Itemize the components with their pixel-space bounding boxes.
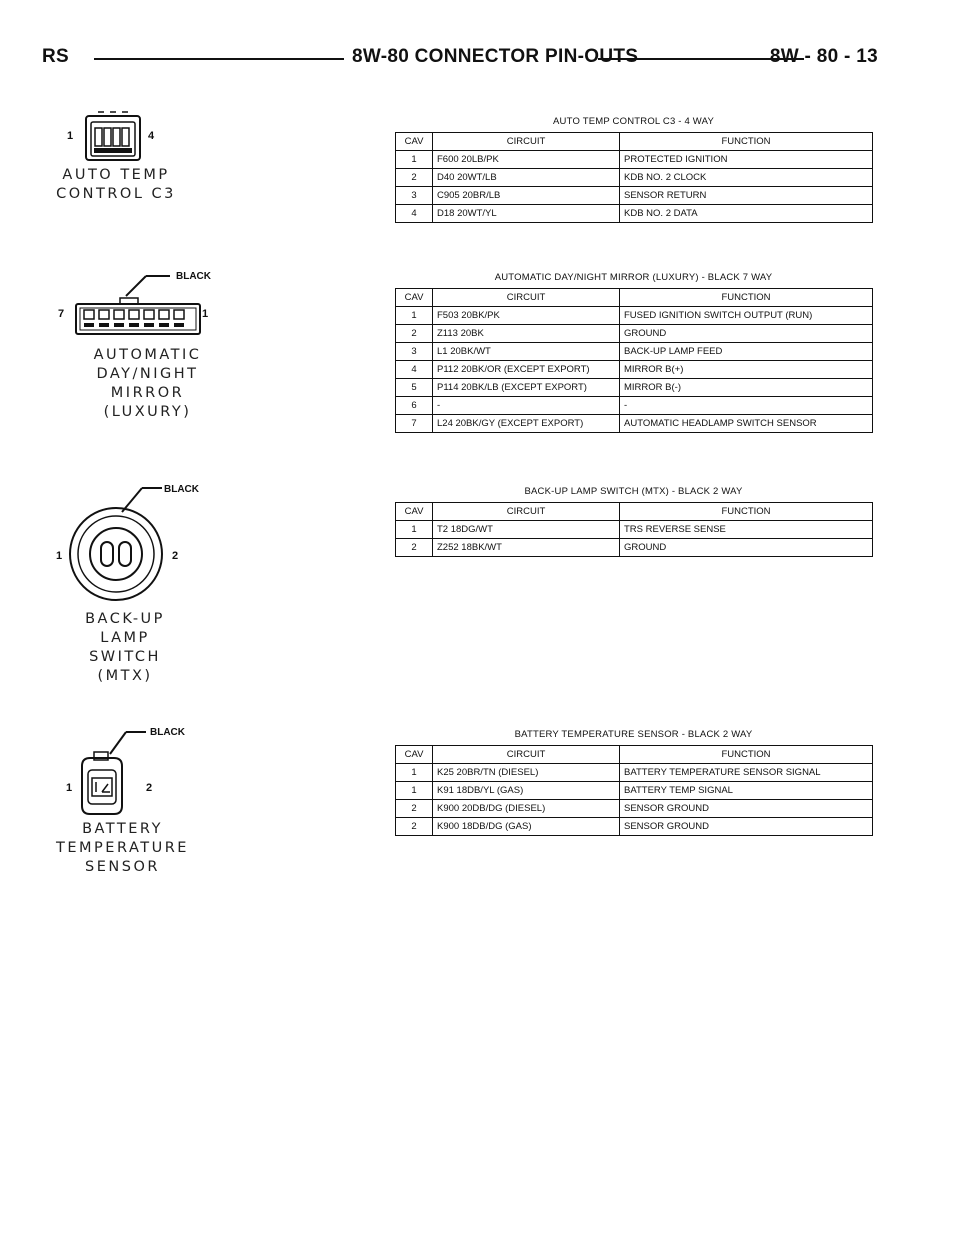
- pinout-table: [395, 502, 873, 557]
- connector-label: AUTO TEMP CONTROL C3: [56, 167, 176, 202]
- pin-label-left: 7: [58, 308, 65, 320]
- connector-color-label: BLACK: [176, 271, 211, 282]
- table-title: BATTERY TEMPERATURE SENSOR - BLACK 2 WAY: [514, 729, 753, 740]
- page-title: 8W-80 CONNECTOR PIN-OUTS: [352, 46, 639, 67]
- page-header: [42, 44, 878, 74]
- pinout-table: [395, 745, 873, 836]
- table-row: 6 - -: [396, 397, 873, 415]
- pin-label-left: 1: [66, 782, 73, 794]
- pin-label-right: 1: [202, 308, 209, 320]
- pinout-table: [395, 132, 873, 223]
- table-row: 2 K900 18DB/DG (GAS) SENSOR GROUND: [396, 818, 873, 836]
- table-row: 1 T2 18DG/WT TRS REVERSE SENSE: [396, 521, 873, 539]
- table-title: BACK-UP LAMP SWITCH (MTX) - BLACK 2 WAY: [524, 486, 743, 497]
- table-row: 1 F503 20BK/PK FUSED IGNITION SWITCH OUTPUT (RUN): [396, 307, 873, 325]
- pin-label-right: 2: [146, 782, 153, 794]
- connector-color-label: BLACK: [150, 727, 185, 738]
- table-row: 3 L1 20BK/WT BACK-UP LAMP FEED: [396, 343, 873, 361]
- pin-label-right: 4: [148, 130, 155, 142]
- table-row: 4 D18 20WT/YL KDB NO. 2 DATA: [396, 205, 873, 223]
- table-row: 2 Z252 18BK/WT GROUND: [396, 539, 873, 557]
- auto-temp-connector-icon: [80, 108, 146, 164]
- table-row: 5 P114 20BK/LB (EXCEPT EXPORT) MIRROR B(-): [396, 379, 873, 397]
- table-row: 1 K25 20BR/TN (DIESEL) BATTERY TEMPERATURE SENSOR SIGNAL: [396, 764, 873, 782]
- table-row: 7 L24 20BK/GY (EXCEPT EXPORT) AUTOMATIC HEADLAMP SWITCH SENSOR: [396, 415, 873, 433]
- table-row: 2 D40 20WT/LB KDB NO. 2 CLOCK: [396, 169, 873, 187]
- table-row: 1 F600 20LB/PK PROTECTED IGNITION: [396, 151, 873, 169]
- table-header-row: CAV CIRCUIT FUNCTION: [396, 289, 873, 307]
- table-title: AUTO TEMP CONTROL C3 - 4 WAY: [553, 116, 714, 127]
- table-row: 4 P112 20BK/OR (EXCEPT EXPORT) MIRROR B(+): [396, 361, 873, 379]
- backup-lamp-connector-icon: [66, 484, 196, 614]
- table-row: 1 K91 18DB/YL (GAS) BATTERY TEMP SIGNAL: [396, 782, 873, 800]
- table-row: 2 K900 20DB/DG (DIESEL) SENSOR GROUND: [396, 800, 873, 818]
- header-rule-left: [94, 58, 344, 60]
- table-row: 2 Z113 20BK GROUND: [396, 325, 873, 343]
- pin-label-left: 1: [56, 550, 63, 562]
- manual-code: RS: [42, 46, 69, 67]
- table-header-row: CAV CIRCUIT FUNCTION: [396, 503, 873, 521]
- pin-label-right: 2: [172, 550, 179, 562]
- connector-label: AUTOMATIC DAY/NIGHT MIRROR (LUXURY): [93, 347, 202, 420]
- mirror-connector-icon: [66, 272, 208, 344]
- page-number: 8W - 80 - 13: [769, 46, 878, 67]
- connector-color-label: BLACK: [164, 484, 199, 495]
- table-header-row: CAV CIRCUIT FUNCTION: [396, 746, 873, 764]
- pinout-table: [395, 288, 873, 433]
- battery-temp-connector-icon: [72, 726, 182, 816]
- pin-label-left: 1: [67, 130, 74, 142]
- table-header-row: CAV CIRCUIT FUNCTION: [396, 133, 873, 151]
- table-row: 3 C905 20BR/LB SENSOR RETURN: [396, 187, 873, 205]
- connector-label: BACK-UP LAMP SWITCH (MTX): [85, 611, 165, 684]
- connector-label: BATTERY TEMPERATURE SENSOR: [56, 821, 189, 875]
- table-title: AUTOMATIC DAY/NIGHT MIRROR (LUXURY) - BLACK 7 WAY: [494, 272, 773, 283]
